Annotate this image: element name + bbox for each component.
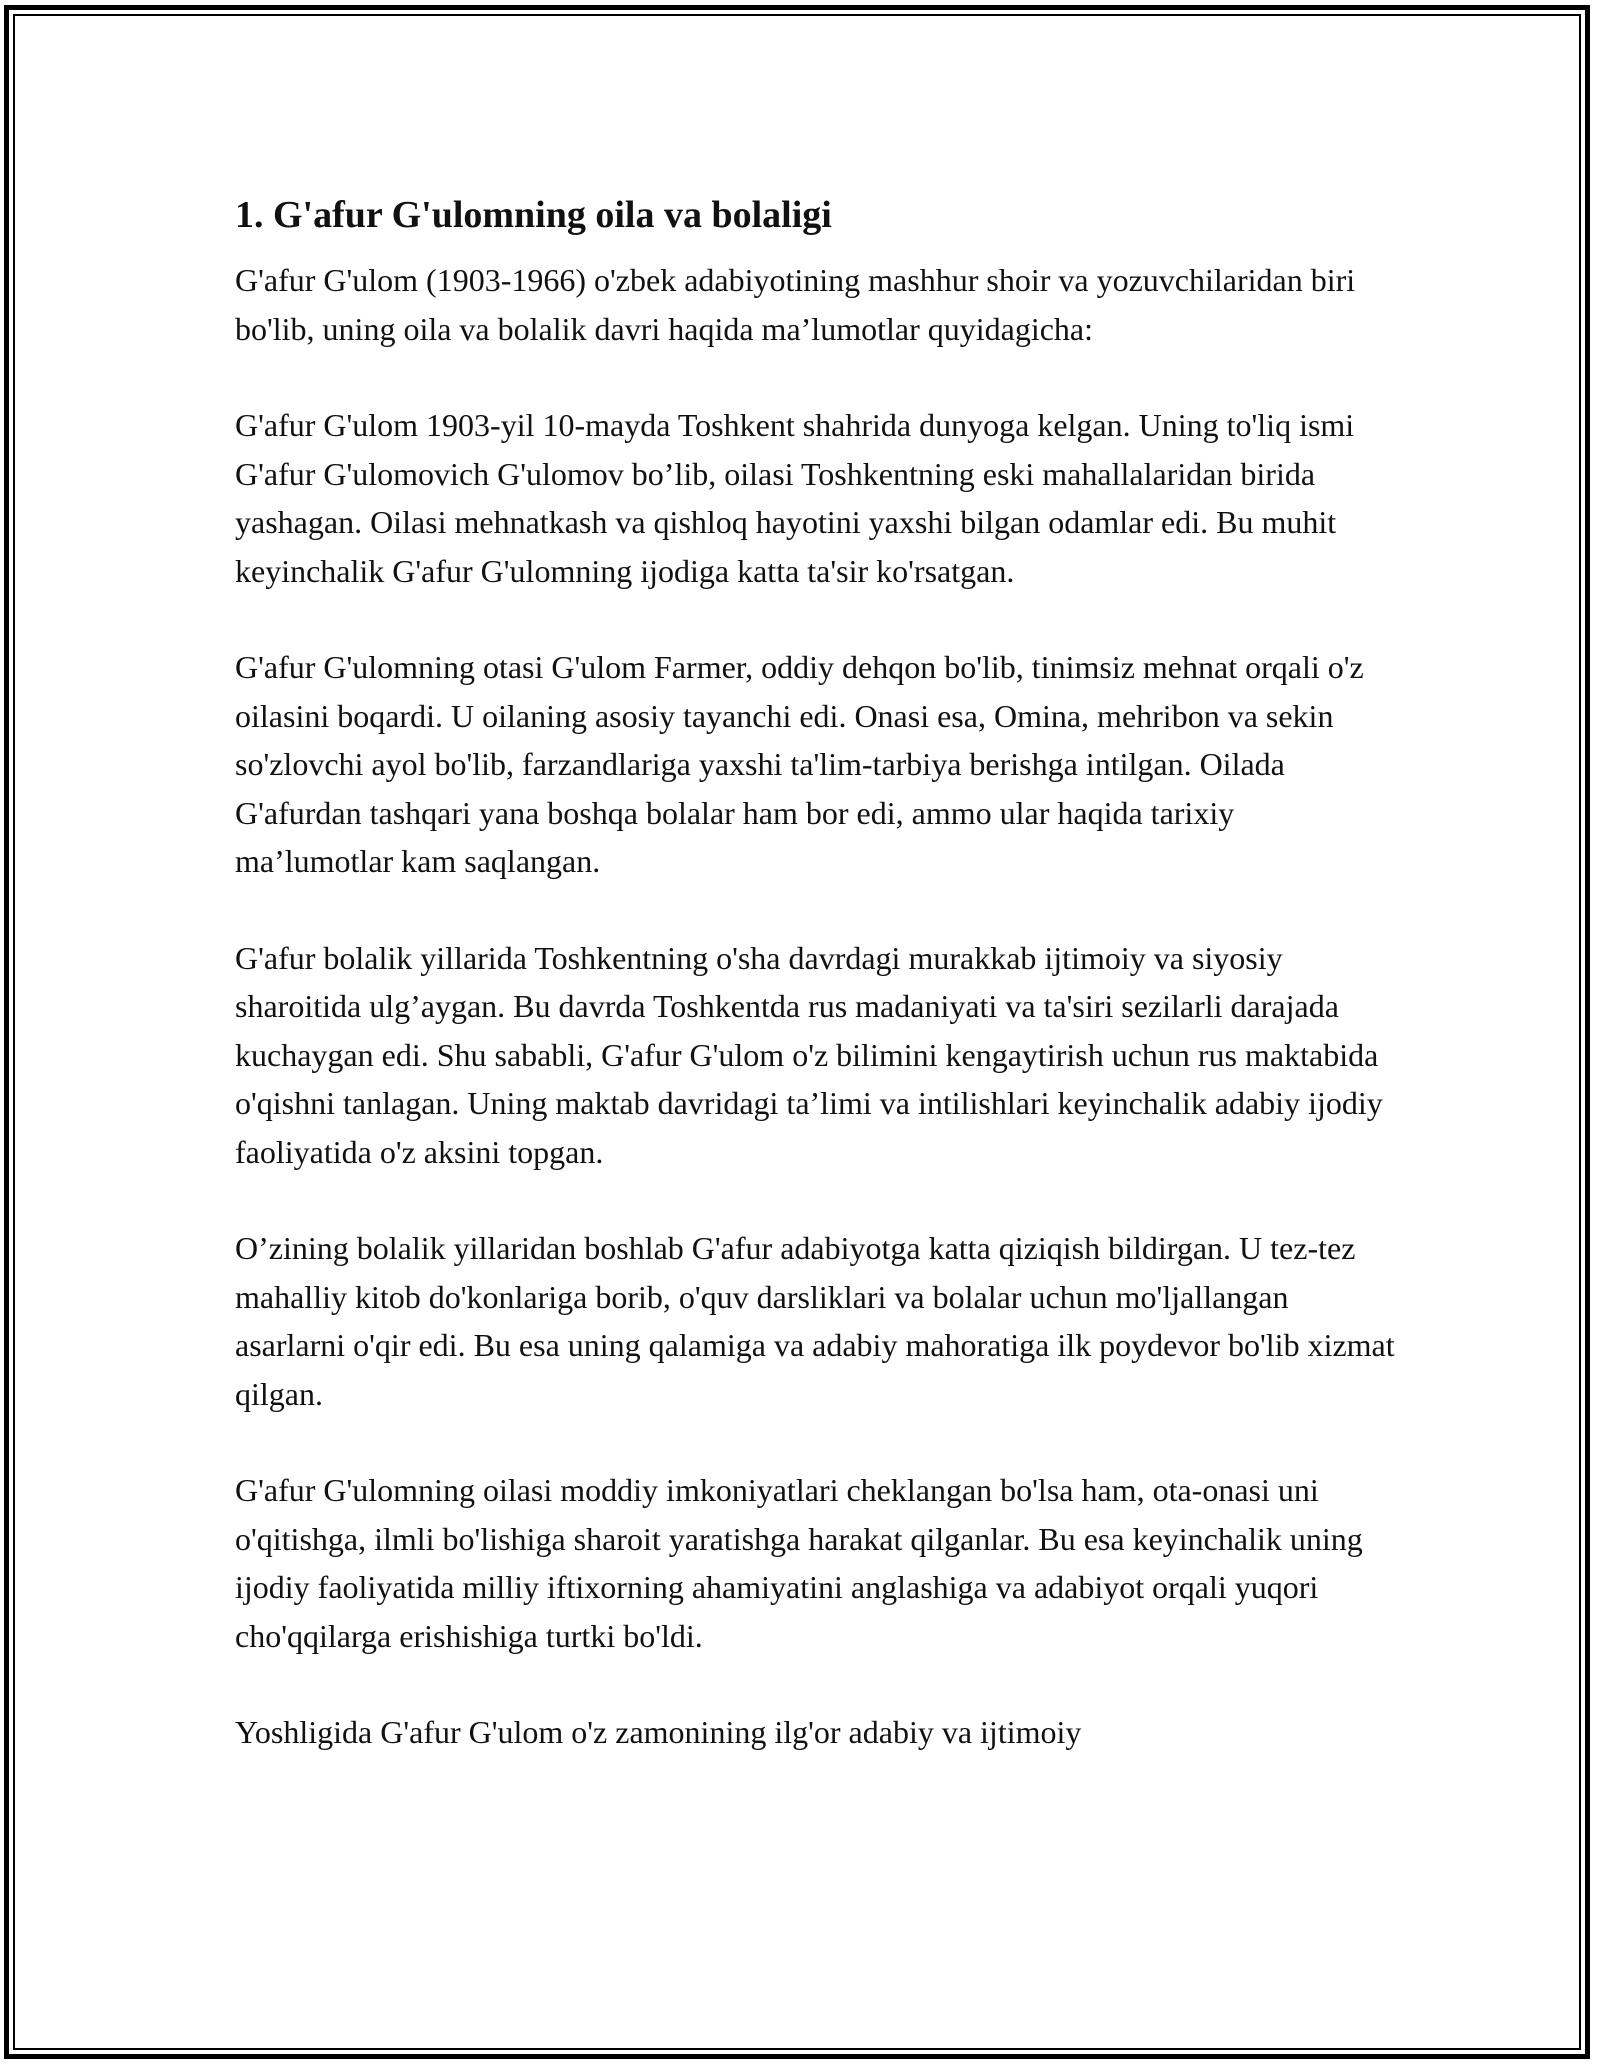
paragraph-birth: G'afur G'ulom 1903-yil 10-mayda Toshkent shahrida dunyoga kelgan. Uning to'liq ismi G'afur G'ulomovich G'ulomov bo’lib, oilasi Toshkentning eski mahallalaridan birida yashagan. Oilasi mehnatkash va qishloq hayotini yaxshi bilgan odamlar edi. Bu muhit keyinchalik G'afur G'ulomning ijodiga katta ta'sir ko'rsatgan. [235, 407, 1355, 589]
section-heading: 1. G'afur G'ulomning oila va bolaligi [235, 194, 832, 236]
paragraph-youth: Yoshligida G'afur G'ulom o'z zamonining ilg'or adabiy va ijtimoiy [235, 1714, 1082, 1750]
paragraph-family-support: G'afur G'ulomning oilasi moddiy imkoniyatlari cheklangan bo'lsa ham, ota-onasi uni o'qitishga, ilmli bo'lishiga sharoit yaratishga harakat qilganlar. Bu esa keyinchalik uning ijodiy faoliyatida milliy iftixorning ahamiyatini anglashiga va adabiyot orqali yuqori cho'qqilarga erishishiga turtki bo'ldi. [235, 1472, 1363, 1654]
paragraph-intro: G'afur G'ulom (1903-1966) o'zbek adabiyotining mashhur shoir va yozuvchilaridan biri bo'lib, uning oila va bolalik davri haqida ma’lumotlar quyidagicha: [235, 262, 1356, 347]
paragraph-literature-interest: O’zining bolalik yillaridan boshlab G'afur adabiyotga katta qiziqish bildirgan. U tez-tez mahalliy kitob do'konlariga borib, o'quv darsliklari va bolalar uchun mo'ljallangan asarlarni o'qir edi. Bu esa uning qalamiga va adabiy mahoratiga ilk poydevor bo'lib xizmat qilgan. [235, 1230, 1395, 1412]
paragraph-childhood: G'afur bolalik yillarida Toshkentning o'sha davrdagi murakkab ijtimoiy va siyosiy sharoitida ulg’aygan. Bu davrda Toshkentda rus madaniyati va ta'siri sezilarli darajada kuchaygan edi. Shu sababli, G'afur G'ulom o'z bilimini kengaytirish uchun rus maktabida o'qishni tanlagan. Uning maktab davridagi ta’limi va intilishlari keyinchalik adabiy ijodiy faoliyatida o'z aksini topgan. [235, 939, 1383, 1170]
document-body [235, 186, 1395, 1757]
paragraph-parents: G'afur G'ulomning otasi G'ulom Farmer, oddiy dehqon bo'lib, tinimsiz mehnat orqali o'z oilasini boqardi. U oilaning asosiy tayanchi edi. Onasi esa, Omina, mehribon va sekin so'zlovchi ayol bo'lib, farzandlariga yaxshi ta'lim-tarbiya berishga intilgan. Oilada G'afurdan tashqari yana boshqa bolalar ham bor edi, ammo ular haqida tarixiy ma’lumotlar kam saqlangan. [235, 649, 1364, 879]
